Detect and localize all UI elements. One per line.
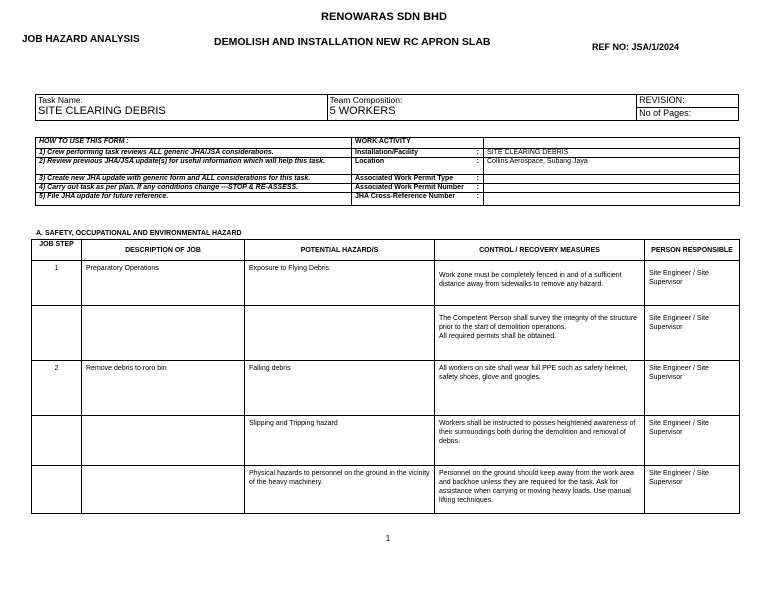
task-info-table <box>35 94 739 121</box>
table-row <box>32 361 740 416</box>
how-to-step: 1) Crew performing task reviews ALL generic JHA/JSA considerations. <box>36 149 352 158</box>
potential-hazard: Exposure to Flying Debris <box>245 261 435 306</box>
work-activity-table <box>35 137 740 206</box>
control-measure: Work zone must be completely fenced in and of a sufficient distance away from sidewalks to remove any hazard. <box>435 261 645 306</box>
how-to-step: 5) File JHA update for future reference. <box>36 193 352 206</box>
work-activity-value <box>484 175 740 184</box>
task-name-value: SITE CLEARING DEBRIS <box>38 105 166 117</box>
company-name: RENOWARAS SDN BHD <box>321 11 447 23</box>
person-responsible: Site Engineer / Site Supervisor <box>645 261 740 306</box>
control-measure: Workers shall be instructed to posses heightened awareness of their surroundings both during the demolition and removal of debris. <box>435 416 645 466</box>
column-header-job-step: JOB STEP <box>32 240 82 261</box>
control-measure: All workers on site shall wear full PPE such as safety helmet, safety shoes, glove and googles. <box>435 361 645 416</box>
person-responsible: Site Engineer / Site Supervisor <box>645 361 740 416</box>
document-title: DEMOLISH AND INSTALLATION NEW RC APRON SLAB <box>214 36 491 48</box>
potential-hazard: Falling debris <box>245 361 435 416</box>
potential-hazard: Slipping and Tripping hazard <box>245 416 435 466</box>
job-description: Remove debris to roro bin <box>82 361 245 416</box>
job-step-number: 2 <box>32 361 82 416</box>
how-to-step: 4) Carry out task as per plan. If any conditions change ---STOP & RE-ASSESS. <box>36 184 352 193</box>
table-row <box>32 261 740 306</box>
potential-hazard <box>245 306 435 361</box>
revision-label: REVISION: <box>637 95 739 108</box>
work-activity-label: Associated Work Permit Number : <box>352 184 484 193</box>
document-type: JOB HAZARD ANALYSIS <box>22 34 140 45</box>
job-description <box>82 306 245 361</box>
table-row <box>32 416 740 466</box>
team-composition-value: 5 WORKERS <box>329 105 396 117</box>
work-activity-value <box>484 193 740 206</box>
page-number: 1 <box>385 534 391 543</box>
team-composition-label: Team Composition: <box>329 95 403 105</box>
work-activity-heading-blank <box>484 138 740 149</box>
column-header-control: CONTROL / RECOVERY MEASURES <box>435 240 645 261</box>
control-measure: The Competent Person shall survey the integrity of the structure prior to the start of demolition operations. All required permits shall be obtained. <box>435 306 645 361</box>
work-activity-value: SITE CLEARING DEBRIS <box>484 149 740 158</box>
work-activity-label: Installation/Facility : <box>352 149 484 158</box>
control-measure: Personnel on the ground should keep away from the work area and backhoe unless they are required for the task. Ask for assistance when carrying or moving heavy loads. Use manual lifting techniques. <box>435 466 645 514</box>
work-activity-value <box>484 184 740 193</box>
column-header-person: PERSON RESPONSIBLE <box>645 240 740 261</box>
work-activity-label: Associated Work Permit Type : <box>352 175 484 184</box>
person-responsible: Site Engineer / Site Supervisor <box>645 306 740 361</box>
hazard-table <box>31 239 740 514</box>
job-step-number <box>32 306 82 361</box>
job-description <box>82 416 245 466</box>
work-activity-label: JHA Cross-Reference Number : <box>352 193 484 206</box>
column-header-description: DESCRIPTION OF JOB <box>82 240 245 261</box>
work-activity-label: Location : <box>352 158 484 175</box>
job-step-number <box>32 466 82 514</box>
table-row <box>32 306 740 361</box>
person-responsible: Site Engineer / Site Supervisor <box>645 466 740 514</box>
work-activity-value: Collins Aerospace, Subang Jaya <box>484 158 740 175</box>
task-name-cell <box>36 95 328 121</box>
how-to-step: 3) Create new JHA update with generic form and ALL considerations for this task. <box>36 175 352 184</box>
table-row <box>32 466 740 514</box>
reference-number: REF NO: JSA/1/2024 <box>592 42 680 52</box>
column-header-hazard: POTENTIAL HAZARD/S <box>245 240 435 261</box>
task-name-label: Task Name: <box>38 95 83 105</box>
job-description <box>82 466 245 514</box>
how-to-step: 2) Review previous JHA/JSA update(s) for useful information which will help this task. <box>36 158 352 175</box>
person-responsible: Site Engineer / Site Supervisor <box>645 416 740 466</box>
job-step-number <box>32 416 82 466</box>
pages-label: No of Pages: <box>637 108 739 121</box>
potential-hazard: Physical hazards to personnel on the ground in the vicinity of the heavy machinery. <box>245 466 435 514</box>
work-activity-heading: WORK ACTIVITY <box>352 138 484 149</box>
job-step-number: 1 <box>32 261 82 306</box>
job-description: Preparatory Operations <box>82 261 245 306</box>
how-to-heading: HOW TO USE THIS FORM : <box>36 138 352 149</box>
section-a-title: A. SAFETY, OCCUPATIONAL AND ENVIRONMENTAL HAZARD <box>36 230 242 237</box>
team-composition-cell <box>327 95 637 121</box>
